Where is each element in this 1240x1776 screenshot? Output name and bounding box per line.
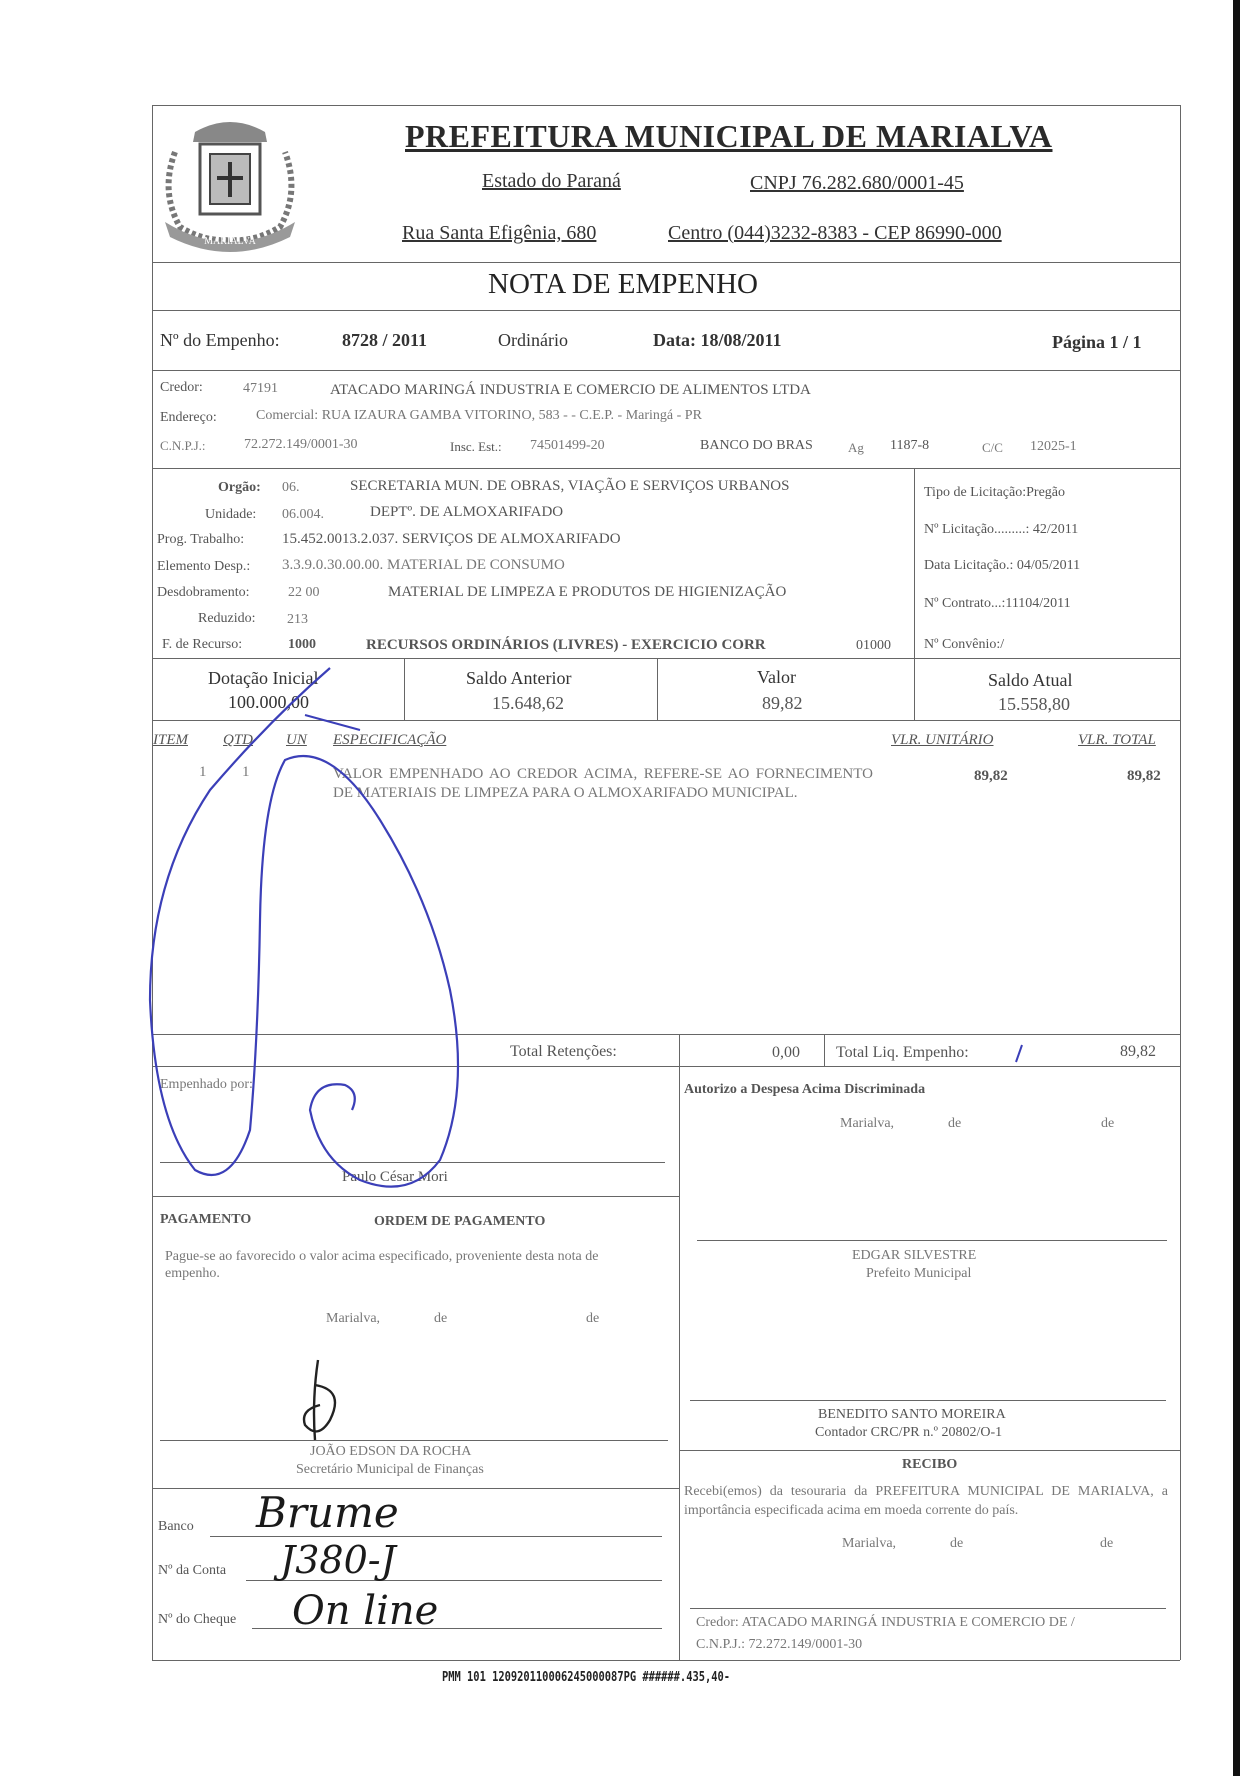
saldo-atual-value: 15.558,80: [998, 694, 1070, 714]
recurso-label: F. de Recurso:: [162, 637, 243, 652]
credor-insc: 74501499-20: [530, 438, 605, 453]
payment-city: Marialva,: [326, 1311, 381, 1326]
page-number: Página 1 / 1: [1052, 332, 1142, 352]
empenho-label: Nº do Empenho:: [160, 330, 280, 350]
col-unit-value: VLR. UNITÁRIO: [891, 732, 994, 748]
empenho-date: Data: 18/08/2011: [653, 330, 782, 350]
col-item: ITEM: [153, 732, 188, 748]
licitacao-numero: Nº Licitação.........: 42/2011: [924, 522, 1079, 537]
address-label: Endereço:: [160, 410, 217, 425]
accountant-name: BENEDITO SANTO MOREIRA: [818, 1407, 1006, 1422]
empenhado-label: Empenhado por:: [160, 1077, 253, 1092]
prog-value: 15.452.0013.2.037. SERVIÇOS DE ALMOXARIFADO: [282, 531, 621, 547]
conta-label: Nº da Conta: [158, 1563, 227, 1578]
licitacao-data: Data Licitação.: 04/05/2011: [924, 558, 1081, 573]
blue-signature: [150, 668, 458, 1187]
page-title: PREFEITURA MUNICIPAL DE MARIALVA: [405, 118, 1053, 154]
item-number: 1: [199, 764, 207, 780]
item-total-value: 89,82: [1127, 768, 1161, 784]
agency-label: Ag: [848, 440, 864, 455]
desdobramento-code: 22 00: [288, 585, 320, 600]
accountant-title: Contador CRC/PR n.º 20802/O-1: [815, 1425, 1003, 1440]
recibo-de-1: de: [950, 1536, 964, 1551]
elemento-value: 3.3.9.0.30.00.00. MATERIAL DE CONSUMO: [282, 557, 565, 573]
handwritten-bank: Brume: [256, 1488, 399, 1537]
cheque-label: Nº do Cheque: [158, 1612, 237, 1627]
col-total-value: VLR. TOTAL: [1078, 732, 1156, 748]
unidade-code: 06.004.: [282, 507, 324, 522]
valor-label: Valor: [757, 667, 796, 687]
empenho-type: Ordinário: [498, 330, 568, 350]
recurso-number: 01000: [856, 638, 891, 653]
secretary-name: JOÃO EDSON DA ROCHA: [310, 1444, 472, 1459]
reduzido-value: 213: [287, 612, 308, 627]
secretary-signature: [304, 1360, 335, 1440]
dotacao-label: Dotação Inicial: [208, 668, 319, 688]
autorizo-de-2: de: [1101, 1116, 1115, 1131]
credor-label: Credor:: [160, 380, 203, 395]
recibo-title: RECIBO: [902, 1457, 958, 1472]
header-contact: Centro (044)3232-8383 - CEP 86990-000: [668, 222, 1002, 244]
desdobramento-value: MATERIAL DE LIMPEZA E PRODUTOS DE HIGIENIZAÇÃO: [388, 584, 787, 600]
handwritten-cheque: On line: [292, 1588, 439, 1634]
saldo-atual-label: Saldo Atual: [988, 670, 1073, 690]
orgao-name: SECRETARIA MUN. DE OBRAS, VIAÇÃO E SERVIÇOS URBANOS: [350, 478, 790, 494]
retencoes-label: Total Retenções:: [510, 1043, 617, 1060]
retencoes-value: 0,00: [772, 1044, 800, 1061]
document-title: NOTA DE EMPENHO: [488, 268, 758, 300]
header-address: Rua Santa Efigênia, 680: [402, 222, 597, 244]
contrato-numero: Nº Contrato...:11104/2011: [924, 596, 1071, 611]
dotacao-value: 100.000,00: [228, 692, 309, 712]
orgao-code: 06.: [282, 480, 300, 495]
reduzido-label: Reduzido:: [198, 611, 256, 626]
item-quantity: 1: [242, 764, 250, 780]
account-number: 12025-1: [1030, 439, 1077, 454]
col-qtd: QTD: [223, 732, 254, 748]
empenho-number: 8728 / 2011: [342, 330, 428, 350]
recibo-text: Recebi(emos) da tesouraria da PREFEITURA MUNICIPAL DE MARIALVA, a importância especificada acima em moeda corrente do país.: [684, 1484, 1168, 1518]
valor-value: 89,82: [762, 693, 803, 713]
unidade-name: DEPTº. DE ALMOXARIFADO: [370, 504, 564, 520]
autorizo-de-1: de: [948, 1116, 962, 1131]
licitacao-tipo: Tipo de Licitação:Pregão: [924, 485, 1066, 500]
insc-label: Insc. Est.:: [450, 439, 502, 454]
payment-label: PAGAMENTO: [160, 1212, 252, 1227]
payment-order-title: ORDEM DE PAGAMENTO: [374, 1214, 546, 1229]
crest-text: MARIALVA: [204, 236, 256, 247]
saldo-anterior-value: 15.648,62: [492, 693, 564, 713]
blue-check-mark: [1016, 1045, 1022, 1062]
recibo-city: Marialva,: [842, 1536, 897, 1551]
autorizo-text: Autorizo a Despesa Acima Discriminada: [684, 1082, 926, 1097]
liquido-label: Total Liq. Empenho:: [836, 1044, 969, 1061]
account-label: C/C: [982, 440, 1003, 455]
saldo-anterior-label: Saldo Anterior: [466, 668, 572, 688]
unidade-label: Unidade:: [205, 507, 257, 522]
payment-de-2: de: [586, 1311, 600, 1326]
convenio-numero: Nº Convênio:/: [924, 637, 1005, 652]
credor-address: Comercial: RUA IZAURA GAMBA VITORINO, 583 - - C.E.P. - Maringá - PR: [256, 408, 702, 423]
elemento-label: Elemento Desp.:: [157, 559, 251, 574]
empenhado-name: Paulo César Mori: [342, 1169, 448, 1185]
liquido-value: 89,82: [1120, 1043, 1156, 1060]
mayor-name: EDGAR SILVESTRE: [852, 1248, 977, 1263]
footer-code: PMM 101 120920110006245000087PG ######.435,40-: [442, 1670, 731, 1685]
prog-label: Prog. Trabalho:: [157, 532, 245, 547]
cnpj-label: C.N.P.J.:: [160, 438, 206, 453]
handwritten-account: J380-J: [280, 1538, 396, 1582]
col-spec: ESPECIFICAÇÃO: [333, 732, 447, 748]
col-un: UN: [286, 732, 307, 748]
secretary-title: Secretário Municipal de Finanças: [296, 1462, 484, 1477]
recibo-cnpj: C.N.P.J.: 72.272.149/0001-30: [696, 1637, 863, 1652]
bank-label: Banco: [158, 1519, 194, 1534]
item-unit-value: 89,82: [974, 768, 1008, 784]
recurso-name: RECURSOS ORDINÁRIOS (LIVRES) - EXERCICIO CORR: [366, 637, 766, 653]
bank-name: BANCO DO BRAS: [700, 438, 813, 453]
recibo-credor: Credor: ATACADO MARINGÁ INDUSTRIA E COMERCIO DE /: [696, 1615, 1075, 1630]
item-spec: VALOR EMPENHADO AO CREDOR ACIMA, REFERE-SE AO FORNECIMENTO DE MATERIAIS DE LIMPEZA PARA O ALMOXARIFADO MUNICIPAL.: [333, 766, 873, 801]
recurso-code: 1000: [288, 637, 316, 652]
credor-code: 47191: [243, 381, 278, 396]
recibo-de-2: de: [1100, 1536, 1114, 1551]
autorizo-city: Marialva,: [840, 1116, 895, 1131]
orgao-label: Orgão:: [218, 480, 261, 495]
header-cnpj: CNPJ 76.282.680/0001-45: [750, 172, 964, 194]
agency-number: 1187-8: [890, 438, 930, 453]
desdobramento-label: Desdobramento:: [157, 585, 250, 600]
payment-text: Pague-se ao favorecido o valor acima especificado, proveniente desta nota de empenho.: [165, 1249, 599, 1281]
payment-de-1: de: [434, 1311, 448, 1326]
state-name: Estado do Paraná: [482, 170, 621, 192]
credor-cnpj: 72.272.149/0001-30: [244, 437, 358, 452]
blue-signature-stroke: [305, 715, 360, 730]
mayor-title: Prefeito Municipal: [866, 1266, 972, 1281]
credor-name: ATACADO MARINGÁ INDUSTRIA E COMERCIO DE ALIMENTOS LTDA: [330, 382, 811, 398]
